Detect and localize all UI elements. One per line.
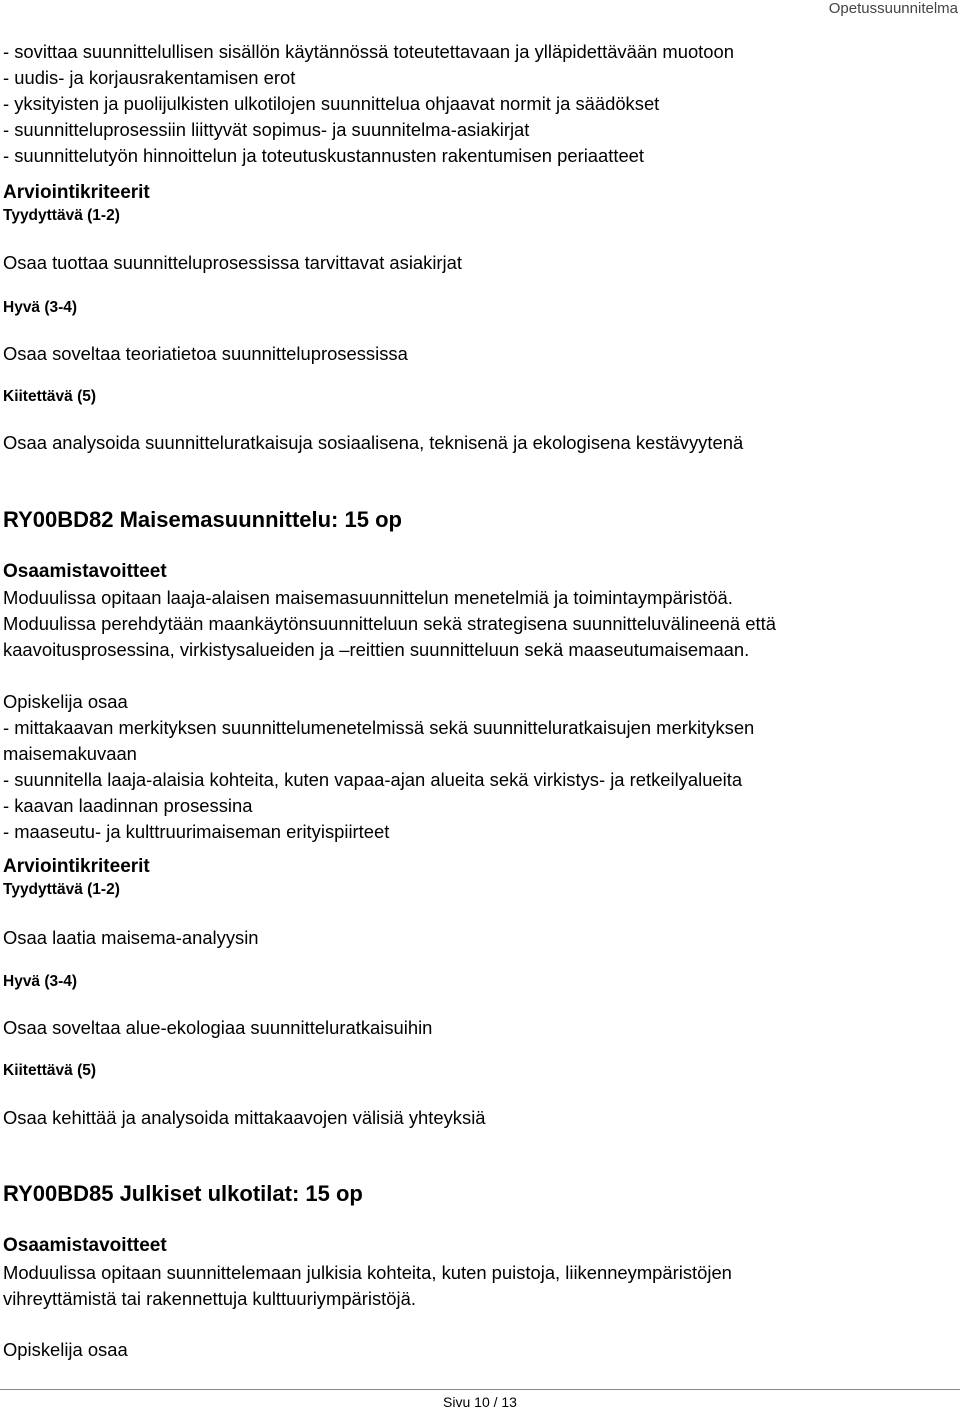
objectives-line: Moduulissa opitaan suunnittelemaan julkisia kohteita, kuten puistoja, liikenneympäristöjen xyxy=(3,1262,732,1283)
grade-excellent-label: Kiitettävä (5) xyxy=(3,388,97,405)
objectives-line: vihreyttämistä tai rakennettuja kulttuuriympäristöjä. xyxy=(3,1288,416,1309)
grade-good-text: Osaa soveltaa teoriatietoa suunnitteluprosessissa xyxy=(3,343,408,364)
list-item: - maaseutu- ja kulttruurimaiseman erityispiirteet xyxy=(3,821,390,842)
objectives-text xyxy=(3,585,954,663)
list-item: - suunnittelutyön hinnoittelun ja toteutuskustannusten rakentumisen periaatteet xyxy=(3,145,645,166)
list-item: - mittakaavan merkityksen suunnittelumenetelmissä sekä suunnitteluratkaisujen merkityksen xyxy=(3,717,755,738)
list-item: - uudis- ja korjausrakentamisen erot xyxy=(3,67,296,88)
course-title: RY00BD85 Julkiset ulkotilat: 15 op xyxy=(3,1181,363,1206)
grade-satisfactory-text: Osaa laatia maisema-analyysin xyxy=(3,927,259,948)
objectives-heading: Osaamistavoitteet xyxy=(3,1235,167,1256)
footer-divider xyxy=(0,1389,960,1390)
grade-satisfactory-text: Osaa tuottaa suunnitteluprosessissa tarvittavat asiakirjat xyxy=(3,252,462,273)
assessment-heading: Arviointikriteerit xyxy=(3,182,150,203)
objectives-line: Moduulissa perehdytään maankäytönsuunnitteluun sekä strategisena suunnitteluvälineenä että xyxy=(3,613,776,634)
grade-excellent-text: Osaa analysoida suunnitteluratkaisuja sosiaalisena, teknisenä ja ekologisena kestävyytenä xyxy=(3,432,744,453)
objectives-line: kaavoitusprosessina, virkistysalueiden ja –reittien suunnitteluun sekä maaseutumaisemaan. xyxy=(3,639,750,660)
objectives-heading: Osaamistavoitteet xyxy=(3,561,167,582)
grade-good-label: Hyvä (3-4) xyxy=(3,299,78,316)
assessment-heading: Arviointikriteerit xyxy=(3,856,150,877)
list-item: - sovittaa suunnittelullisen sisällön käytännössä toteutettavaan ja ylläpidettävään muotoon xyxy=(3,41,734,62)
grade-excellent-text: Osaa kehittää ja analysoida mittakaavojen välisiä yhteyksiä xyxy=(3,1107,486,1128)
course-title: RY00BD82 Maisemasuunnittelu: 15 op xyxy=(3,507,402,532)
student-outcome-list xyxy=(3,715,954,845)
top-outcome-list xyxy=(3,39,954,169)
page-number: Sivu 10 / 13 xyxy=(443,1394,517,1410)
list-item: maisemakuvaan xyxy=(3,743,137,764)
list-item: - suunnitella laaja-alaisia kohteita, kuten vapaa-ajan alueita sekä virkistys- ja retkeilyalueita xyxy=(3,769,743,790)
grade-excellent-label: Kiitettävä (5) xyxy=(3,1062,97,1079)
list-item: - yksityisten ja puolijulkisten ulkotilojen suunnittelua ohjaavat normit ja säädökset xyxy=(3,93,660,114)
grade-good-text: Osaa soveltaa alue-ekologiaa suunnitteluratkaisuihin xyxy=(3,1017,433,1038)
list-item: - kaavan laadinnan prosessina xyxy=(3,795,253,816)
objectives-line: Moduulissa opitaan laaja-alaisen maisemasuunnittelun menetelmiä ja toimintaympäristöä. xyxy=(3,587,733,608)
list-item: - suunnitteluprosessiin liittyvät sopimus- ja suunnitelma-asiakirjat xyxy=(3,119,530,140)
student-heading: Opiskelija osaa xyxy=(3,691,128,712)
grade-satisfactory-label: Tyydyttävä (1-2) xyxy=(3,207,120,224)
document-label: Opetussuunnitelma xyxy=(828,0,958,17)
student-heading: Opiskelija osaa xyxy=(3,1339,128,1360)
grade-satisfactory-label: Tyydyttävä (1-2) xyxy=(3,881,120,898)
objectives-text xyxy=(3,1260,954,1312)
grade-good-label: Hyvä (3-4) xyxy=(3,973,78,990)
